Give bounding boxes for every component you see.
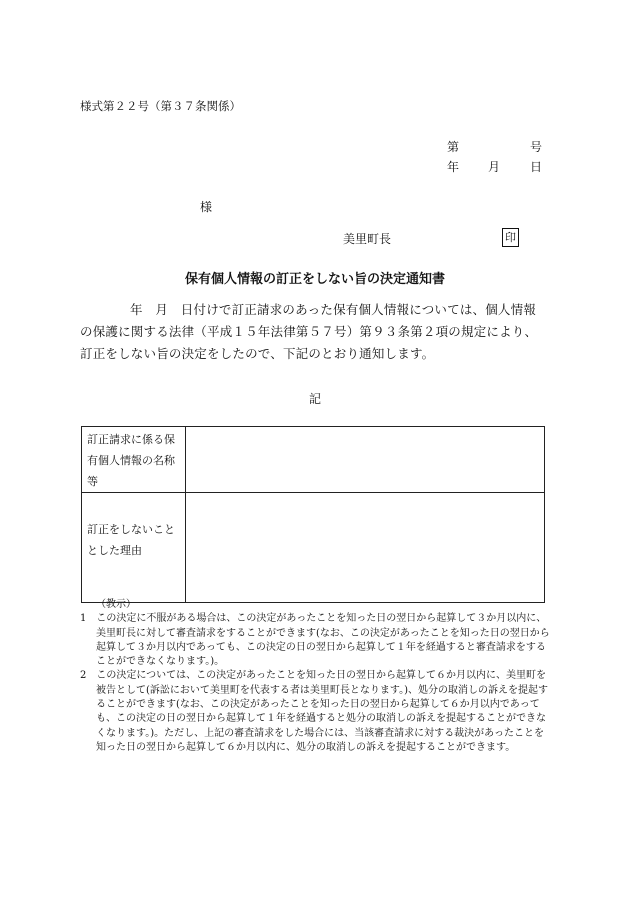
number-suffix: 号 bbox=[530, 140, 543, 154]
number-prefix: 第 bbox=[447, 140, 460, 154]
row-value-info-name bbox=[186, 427, 545, 493]
note-item-2: 2 この決定については、この決定があったことを知った日の翌日から起算して６か月以内に、美里町を被告として(訴訟において美里町を代表する者は美里町長となります。)、処分の取消しの訴えを提起することができます(なお、この決定があったことを知った日の翌日から起算して６か月以内であっても、この決定の日の翌日から起算して１年を経過すると処分の取消しの訴えを提起することができなくなります。)。ただし、上記の審査請求をした場合には、当該審査請求に対する裁決があったことを知った日の翌日から起算して６か月以内に、処分の取消しの訴えを提起することができます。 bbox=[80, 670, 549, 753]
date-month: 月 bbox=[488, 160, 501, 174]
note-item-1: 1 この決定に不服がある場合は、この決定があったことを知った日の翌日から起算して３か月以内に、美里町長に対して審査請求をすることができます(なお、この決定があったことを知った日の翌日から起算して３か月以内であっても、この決定の日の翌日から起算して１年を経過すると審査請求をすることができなくなります。)。 bbox=[80, 613, 550, 668]
notes-heading: （教示） bbox=[96, 599, 136, 610]
date-day: 日 bbox=[530, 160, 543, 174]
table-row bbox=[82, 427, 545, 493]
row-label-reason: 訂正をしないこととした理由 bbox=[82, 493, 186, 603]
issuer-name: 美里町長 bbox=[343, 232, 392, 246]
row-label-info-name: 訂正請求に係る保有個人情報の名称等 bbox=[82, 427, 186, 493]
table-row bbox=[82, 493, 545, 603]
addressee: 様 bbox=[200, 200, 213, 214]
record-table bbox=[81, 426, 545, 603]
notice-body: 年 月 日付けで訂正請求のあった保有個人情報については、個人情報の保護に関する法律（平成１５年法律第５７号）第９３条第２項の規定により、訂正をしない旨の決定をしたので、下記のとおり通知します。 bbox=[80, 302, 538, 361]
instruction-notes bbox=[80, 598, 552, 755]
date-year: 年 bbox=[447, 160, 460, 174]
form-number: 様式第２２号（第３７条関係） bbox=[80, 99, 241, 113]
document-title: 保有個人情報の訂正をしない旨の決定通知書 bbox=[184, 272, 445, 287]
ki-heading: 記 bbox=[308, 392, 321, 406]
seal-box: 印 bbox=[502, 228, 519, 247]
row-value-reason bbox=[186, 493, 545, 603]
